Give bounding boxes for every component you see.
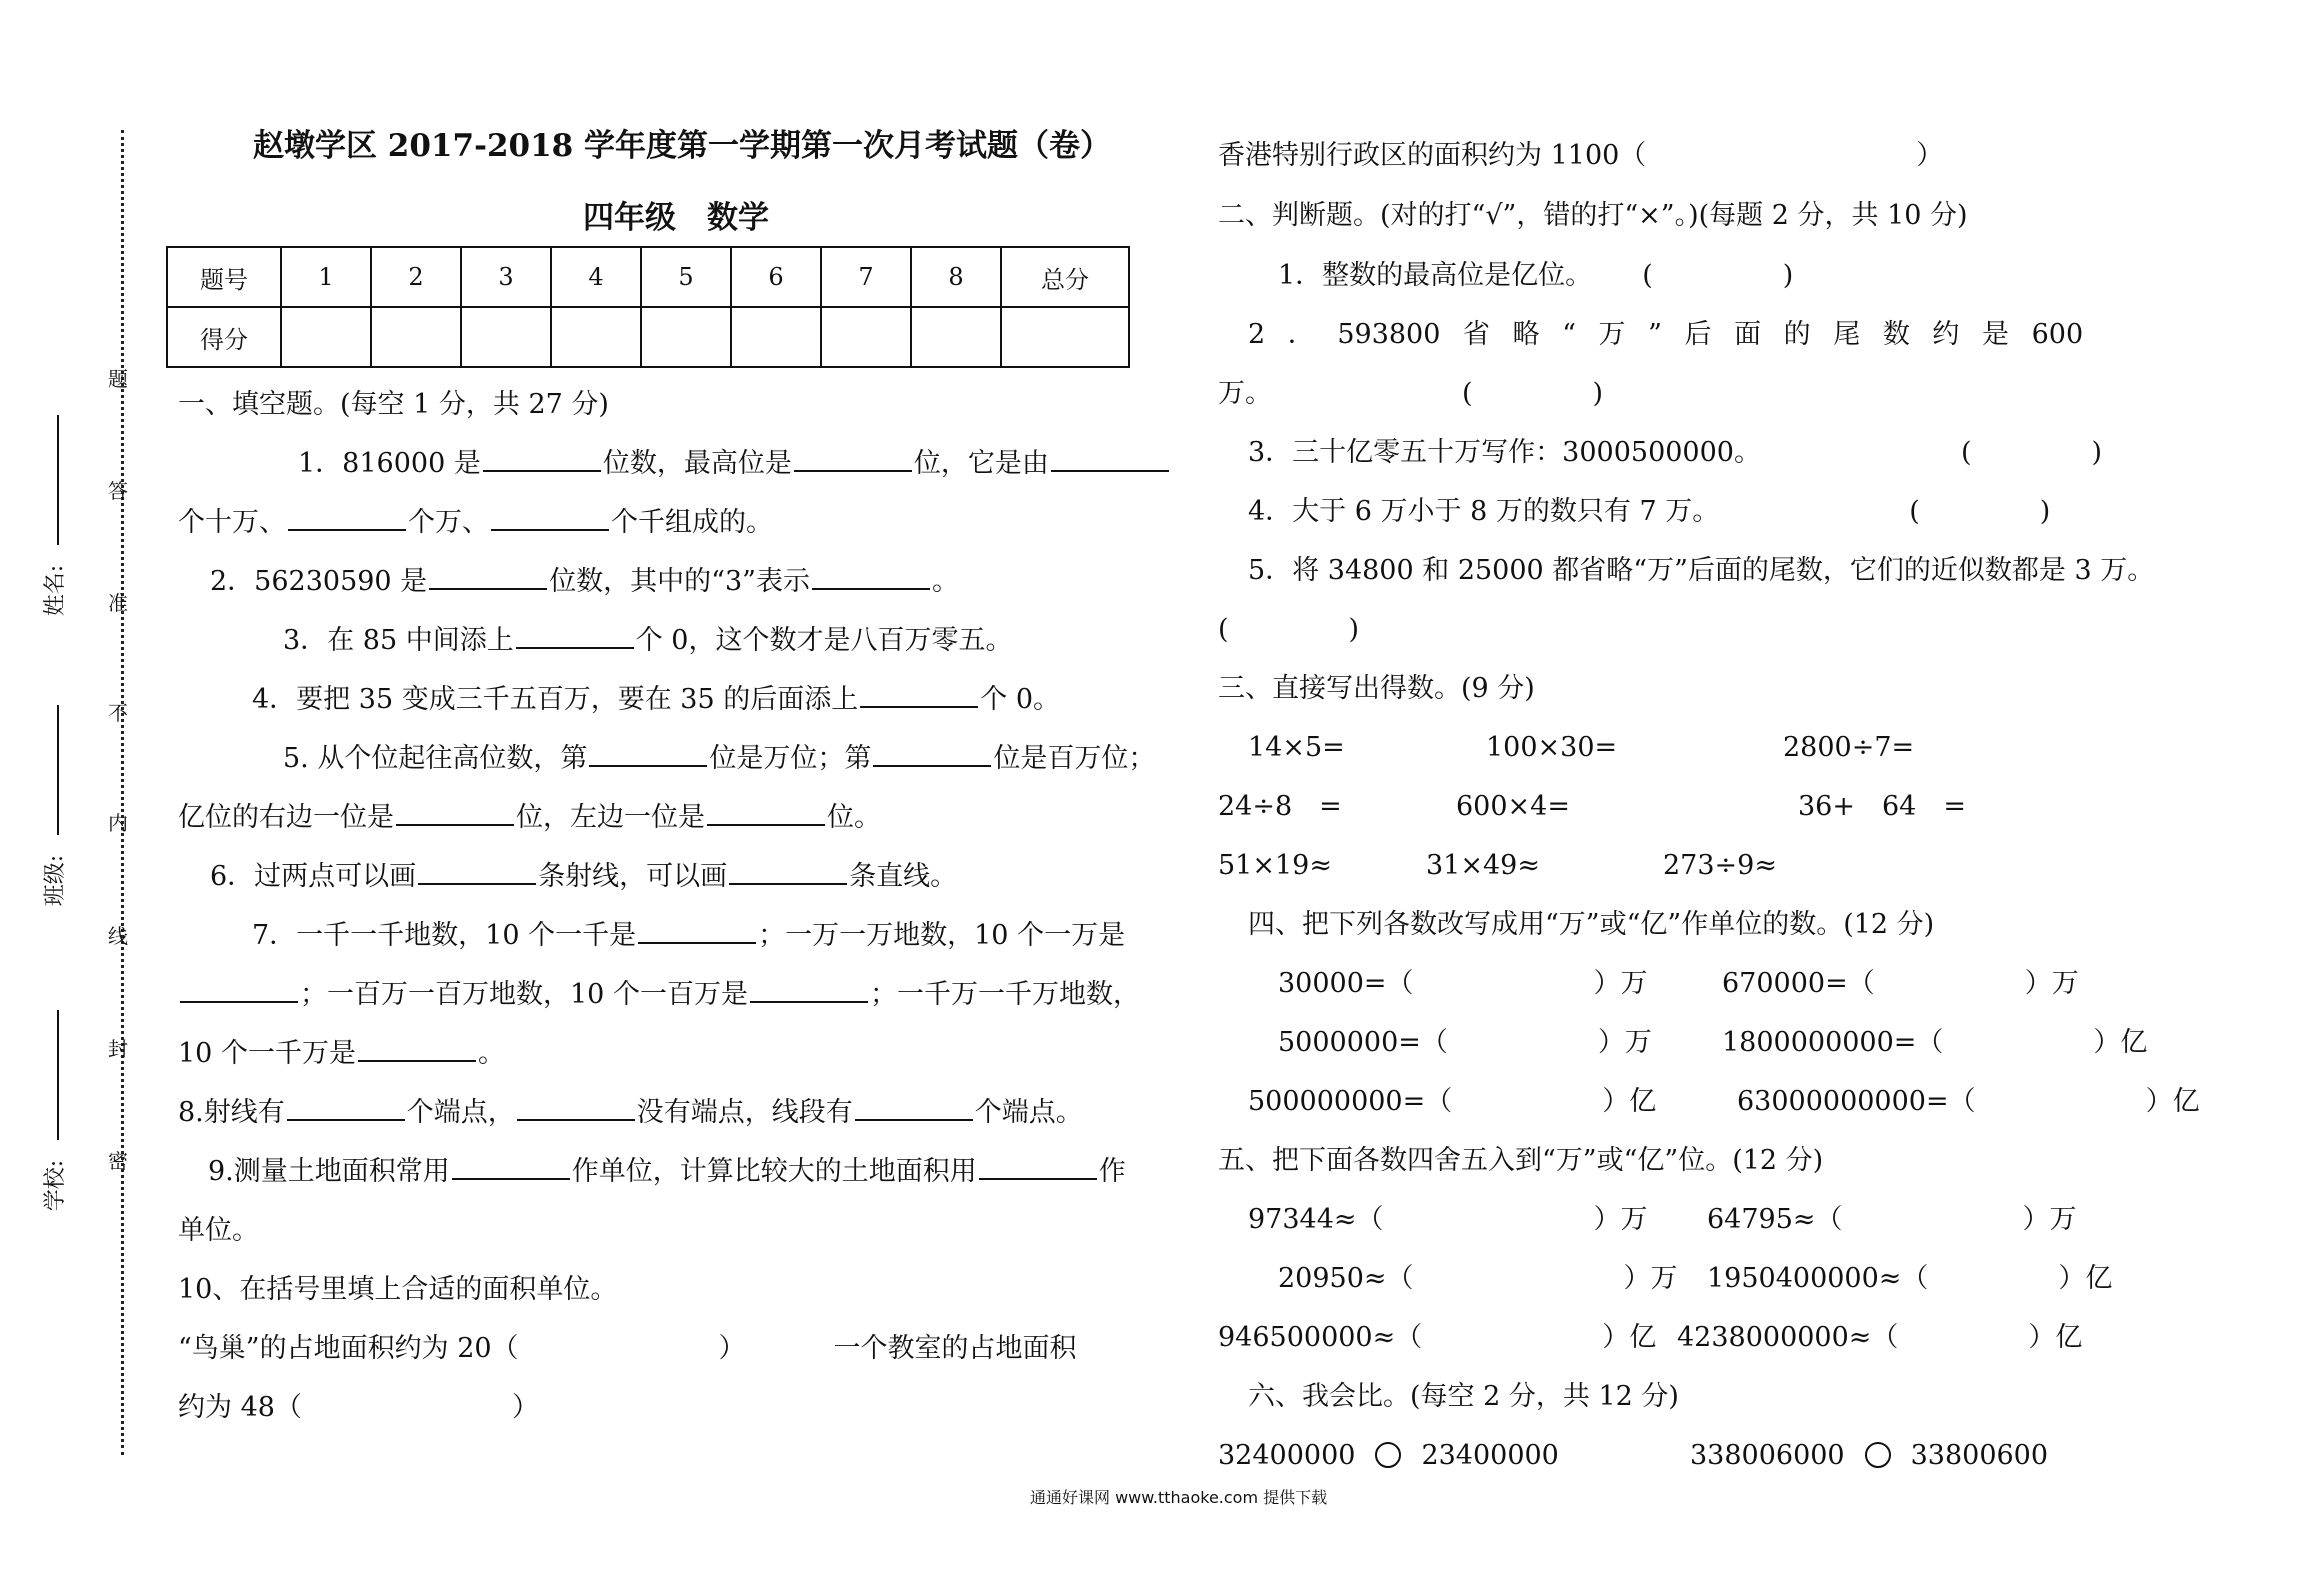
score-cell: 题号 bbox=[167, 247, 281, 307]
text: ）亿 bbox=[2028, 1322, 2083, 1353]
judge-4 bbox=[1248, 492, 2050, 532]
answer-blank[interactable] bbox=[491, 503, 609, 531]
text: ）万 bbox=[1593, 1204, 1648, 1235]
score-cell: 5 bbox=[641, 247, 731, 307]
text: ）亿 bbox=[2093, 1027, 2148, 1058]
class-fill-line[interactable] bbox=[57, 705, 59, 835]
text: 64795≈（ bbox=[1707, 1204, 1843, 1235]
text: 10 个一千万是 bbox=[178, 1038, 356, 1069]
section-1-title: 一、填空题。(每空 1 分，共 27 分) bbox=[178, 389, 609, 420]
text: ) bbox=[1782, 260, 1794, 291]
text: ）亿 bbox=[1602, 1322, 1657, 1353]
text: 个万、 bbox=[408, 507, 489, 538]
score-input-cell[interactable] bbox=[731, 307, 821, 367]
calc-item: 100×30= bbox=[1486, 732, 1618, 763]
answer-blank[interactable] bbox=[638, 916, 756, 944]
text: 3．在 85 中间添上 bbox=[283, 625, 514, 656]
text: 位是万位；第 bbox=[709, 743, 872, 774]
text: 4．要把 35 变成三千五百万，要在 35 的后面添上 bbox=[252, 684, 859, 715]
text: ( bbox=[1960, 437, 1972, 468]
question-2 bbox=[210, 562, 959, 602]
score-input-cell[interactable] bbox=[1001, 307, 1129, 367]
text: 1950400000≈（ bbox=[1707, 1263, 1929, 1294]
round-item bbox=[1218, 1318, 1656, 1358]
text: 63000000000=（ bbox=[1737, 1086, 1976, 1117]
text: 个端点， bbox=[406, 1097, 515, 1128]
text: 位，它是由 bbox=[913, 448, 1049, 479]
answer-blank[interactable] bbox=[429, 562, 547, 590]
answer-blank[interactable] bbox=[860, 680, 978, 708]
text: 32400000 bbox=[1218, 1440, 1356, 1471]
score-table-header-row bbox=[167, 247, 1129, 307]
answer-blank[interactable] bbox=[812, 562, 930, 590]
answer-blank[interactable] bbox=[750, 975, 868, 1003]
answer-blank[interactable] bbox=[483, 444, 601, 472]
compare-item bbox=[1690, 1436, 2048, 1476]
score-cell: 2 bbox=[371, 247, 461, 307]
text: ( bbox=[1218, 614, 1229, 645]
compare-item bbox=[1218, 1436, 1559, 1476]
question-9-line-1 bbox=[208, 1152, 1126, 1192]
score-row-label: 得分 bbox=[167, 307, 281, 367]
round-item bbox=[1707, 1259, 2112, 1299]
text: 1800000000=（ bbox=[1722, 1027, 1944, 1058]
text: 条射线，可以画 bbox=[538, 861, 728, 892]
question-10-line-1 bbox=[178, 1329, 1077, 1369]
text: 33800600 bbox=[1910, 1440, 2049, 1471]
text: 1．816000 是 bbox=[298, 448, 481, 479]
convert-item bbox=[1248, 1082, 1656, 1122]
judge-1 bbox=[1278, 256, 1793, 296]
text: ） bbox=[511, 1392, 539, 1423]
convert-item bbox=[1737, 1082, 2200, 1122]
margin-char: 线 bbox=[108, 924, 128, 948]
text: 位数，最高位是 bbox=[602, 448, 792, 479]
score-input-cell[interactable] bbox=[281, 307, 371, 367]
question-5-line-1 bbox=[283, 739, 1155, 779]
answer-blank[interactable] bbox=[418, 857, 536, 885]
answer-blank[interactable] bbox=[180, 975, 298, 1003]
text: 7．一千一千地数，10 个一千是 bbox=[252, 920, 637, 951]
convert-item bbox=[1278, 1023, 1652, 1063]
margin-char: 封 bbox=[108, 1037, 128, 1061]
question-8 bbox=[178, 1093, 1083, 1133]
calc-item: 2800÷7= bbox=[1783, 732, 1915, 763]
footer-watermark: 通通好课网 www.tthaoke.com 提供下载 bbox=[1030, 1488, 1328, 1507]
compare-circle-icon[interactable] bbox=[1375, 1442, 1401, 1468]
answer-blank[interactable] bbox=[1051, 444, 1169, 472]
text: ）万 bbox=[1593, 968, 1648, 999]
score-cell: 4 bbox=[551, 247, 641, 307]
answer-blank[interactable] bbox=[396, 798, 514, 826]
convert-item bbox=[1722, 1023, 2147, 1063]
text: 个 0，这个数才是八百万零五。 bbox=[635, 625, 1013, 656]
text: 个十万、 bbox=[178, 507, 286, 538]
text: 。 bbox=[477, 1038, 505, 1069]
text: ) bbox=[2039, 496, 2051, 527]
text: 一个教室的占地面积 bbox=[833, 1333, 1077, 1364]
text: 500000000=（ bbox=[1248, 1086, 1453, 1117]
text: 个 0。 bbox=[980, 684, 1060, 715]
text: 位是百万位； bbox=[993, 743, 1156, 774]
score-cell: 8 bbox=[911, 247, 1001, 307]
text: 没有端点，线段有 bbox=[636, 1097, 853, 1128]
text: ）亿 bbox=[2145, 1086, 2200, 1117]
answer-blank[interactable] bbox=[589, 739, 707, 767]
text: 338006000 bbox=[1690, 1440, 1845, 1471]
score-table bbox=[166, 246, 1130, 368]
question-7-line-3 bbox=[178, 1034, 505, 1074]
margin-char: 答 bbox=[108, 479, 128, 503]
exam-title: 赵墩学区 2017-2018 学年度第一学期第一次月考试题（卷） bbox=[253, 128, 1112, 164]
question-4 bbox=[252, 680, 1060, 720]
answer-blank[interactable] bbox=[287, 1093, 405, 1121]
text: 位，左边一位是 bbox=[516, 802, 705, 833]
text: 作 bbox=[1098, 1156, 1126, 1187]
text: ）万 bbox=[2024, 968, 2079, 999]
text: 9.测量土地面积常用 bbox=[208, 1156, 450, 1187]
judge-5: 5．将 34800 和 25000 都省略“万”后面的尾数，它们的近似数都是 3 万。 bbox=[1248, 555, 2155, 586]
score-table-score-row bbox=[167, 307, 1129, 367]
text: “鸟巢”的占地面积约为 20（ bbox=[178, 1333, 519, 1364]
name-fill-line[interactable] bbox=[57, 415, 59, 545]
answer-blank[interactable] bbox=[288, 503, 406, 531]
name-label: 姓名: bbox=[43, 564, 69, 617]
text: 亿位的右边一位是 bbox=[178, 802, 394, 833]
text: 946500000≈（ bbox=[1218, 1322, 1423, 1353]
judge-2-line-1: 2 ． 593800 省 略 “ 万 ” 后 面 的 尾 数 约 是 600 bbox=[1248, 319, 2084, 350]
text: ) bbox=[1348, 614, 1360, 645]
text: 个千组成的。 bbox=[611, 507, 773, 538]
score-cell: 7 bbox=[821, 247, 911, 307]
text: ( bbox=[1462, 378, 1473, 409]
question-9-line-2: 单位。 bbox=[178, 1215, 259, 1246]
text: 6．过两点可以画 bbox=[210, 861, 417, 892]
calc-item: 36+ 64 = bbox=[1798, 791, 1966, 822]
section-4-title: 四、把下列各数改写成用“万”或“亿”作单位的数。(12 分) bbox=[1248, 909, 1935, 940]
text: 万。 bbox=[1218, 378, 1272, 409]
text: 20950≈（ bbox=[1278, 1263, 1414, 1294]
margin-char: 不 bbox=[108, 701, 128, 725]
score-cell: 3 bbox=[461, 247, 551, 307]
text: ）亿 bbox=[2058, 1263, 2113, 1294]
text: ）万 bbox=[1597, 1027, 1652, 1058]
text: ） bbox=[718, 1333, 746, 1364]
judge-3 bbox=[1248, 433, 2102, 473]
answer-blank[interactable] bbox=[873, 739, 991, 767]
score-cell: 6 bbox=[731, 247, 821, 307]
question-10: 10、在括号里填上合适的面积单位。 bbox=[178, 1274, 618, 1305]
text: 30000=（ bbox=[1278, 968, 1414, 999]
convert-item bbox=[1722, 964, 2079, 1004]
answer-blank[interactable] bbox=[979, 1152, 1097, 1180]
text: ）万 bbox=[2022, 1204, 2077, 1235]
judge-2-line-2 bbox=[1218, 374, 1603, 414]
text: 23400000 bbox=[1421, 1440, 1559, 1471]
school-label: 学校: bbox=[43, 1159, 69, 1212]
text: 5000000=（ bbox=[1278, 1027, 1448, 1058]
binding-dotted-line bbox=[121, 130, 124, 1455]
judge-5-answer bbox=[1218, 610, 1359, 650]
question-5-line-2 bbox=[178, 798, 881, 838]
section-3-title: 三、直接写出得数。(9 分) bbox=[1218, 673, 1535, 704]
answer-blank[interactable] bbox=[794, 444, 912, 472]
margin-char: 内 bbox=[108, 811, 128, 835]
text: 2．56230590 是 bbox=[210, 566, 428, 597]
round-item bbox=[1707, 1200, 2077, 1240]
text: 条直线。 bbox=[849, 861, 958, 892]
text: ( bbox=[1909, 496, 1920, 527]
answer-blank[interactable] bbox=[516, 621, 634, 649]
text: ) bbox=[1592, 378, 1604, 409]
calc-item: 14×5= bbox=[1248, 732, 1345, 763]
text: ) bbox=[2091, 437, 2103, 468]
text: 3．三十亿零五十万写作：3000500000。 bbox=[1248, 437, 1761, 468]
calc-item: 31×49≈ bbox=[1426, 850, 1540, 881]
question-1-line-1 bbox=[298, 444, 1171, 484]
answer-blank[interactable] bbox=[729, 857, 847, 885]
calc-item: 273÷9≈ bbox=[1663, 850, 1777, 881]
text: 位数，其中的“3”表示 bbox=[549, 566, 810, 597]
score-cell: 总分 bbox=[1001, 247, 1129, 307]
text: 97344≈（ bbox=[1248, 1204, 1384, 1235]
hk-line bbox=[1218, 136, 1943, 176]
section-2-title: 二、判断题。(对的打“√”，错的打“×”。)(每题 2 分，共 10 分) bbox=[1218, 200, 1968, 231]
text: 个端点。 bbox=[974, 1097, 1083, 1128]
question-6 bbox=[210, 857, 957, 897]
calc-item: 600×4= bbox=[1456, 791, 1570, 822]
compare-circle-icon[interactable] bbox=[1865, 1442, 1891, 1468]
text: ；一千万一千万地数， bbox=[869, 979, 1140, 1010]
text: ；一万一万地数，10 个一万是 bbox=[758, 920, 1126, 951]
text: ；一百万一百万地数，10 个一百万是 bbox=[300, 979, 748, 1010]
answer-blank[interactable] bbox=[358, 1034, 476, 1062]
answer-blank[interactable] bbox=[855, 1093, 973, 1121]
text: 。 bbox=[931, 566, 959, 597]
class-label: 班级: bbox=[43, 854, 69, 907]
text: 4．大于 6 万小于 8 万的数只有 7 万。 bbox=[1248, 496, 1720, 527]
text: ）万 bbox=[1623, 1263, 1678, 1294]
round-item bbox=[1248, 1200, 1648, 1240]
text: 8.射线有 bbox=[178, 1097, 285, 1128]
question-10-line-2 bbox=[178, 1388, 539, 1428]
margin-char: 密 bbox=[108, 1149, 128, 1173]
question-1-line-2 bbox=[178, 503, 773, 543]
text: ）亿 bbox=[1602, 1086, 1657, 1117]
text: ） bbox=[1916, 140, 1944, 171]
score-input-cell[interactable] bbox=[641, 307, 731, 367]
round-item bbox=[1278, 1259, 1678, 1299]
school-fill-line[interactable] bbox=[57, 1010, 59, 1140]
score-input-cell[interactable] bbox=[461, 307, 551, 367]
section-5-title: 五、把下面各数四舍五入到“万”或“亿”位。(12 分) bbox=[1218, 1145, 1824, 1176]
text: 670000=（ bbox=[1722, 968, 1875, 999]
calc-item: 24÷8 = bbox=[1218, 791, 1342, 822]
question-3 bbox=[283, 621, 1012, 661]
convert-item bbox=[1278, 964, 1648, 1004]
exam-subtitle: 四年级 数学 bbox=[583, 200, 769, 236]
answer-blank[interactable] bbox=[452, 1152, 570, 1180]
text: 作单位，计算比较大的土地面积用 bbox=[571, 1156, 977, 1187]
calc-item: 51×19≈ bbox=[1218, 850, 1332, 881]
section-6-title: 六、我会比。(每空 2 分，共 12 分) bbox=[1248, 1381, 1679, 1412]
text: 位。 bbox=[827, 802, 881, 833]
round-item bbox=[1677, 1318, 2082, 1358]
text: 1．整数的最高位是亿位。 bbox=[1278, 260, 1593, 291]
text: ( bbox=[1642, 260, 1653, 291]
answer-blank[interactable] bbox=[707, 798, 825, 826]
answer-blank[interactable] bbox=[517, 1093, 635, 1121]
text: 香港特别行政区的面积约为 1100（ bbox=[1218, 140, 1647, 171]
margin-char: 准 bbox=[108, 591, 128, 615]
margin-char: 题 bbox=[108, 367, 128, 391]
score-input-cell[interactable] bbox=[911, 307, 1001, 367]
text: 4238000000≈（ bbox=[1677, 1322, 1899, 1353]
text: 5. 从个位起往高位数，第 bbox=[283, 743, 588, 774]
score-input-cell[interactable] bbox=[371, 307, 461, 367]
question-7-line-1 bbox=[252, 916, 1125, 956]
question-7-line-2 bbox=[178, 975, 1140, 1015]
score-cell: 1 bbox=[281, 247, 371, 307]
score-input-cell[interactable] bbox=[821, 307, 911, 367]
text: 约为 48（ bbox=[178, 1392, 302, 1423]
score-input-cell[interactable] bbox=[551, 307, 641, 367]
